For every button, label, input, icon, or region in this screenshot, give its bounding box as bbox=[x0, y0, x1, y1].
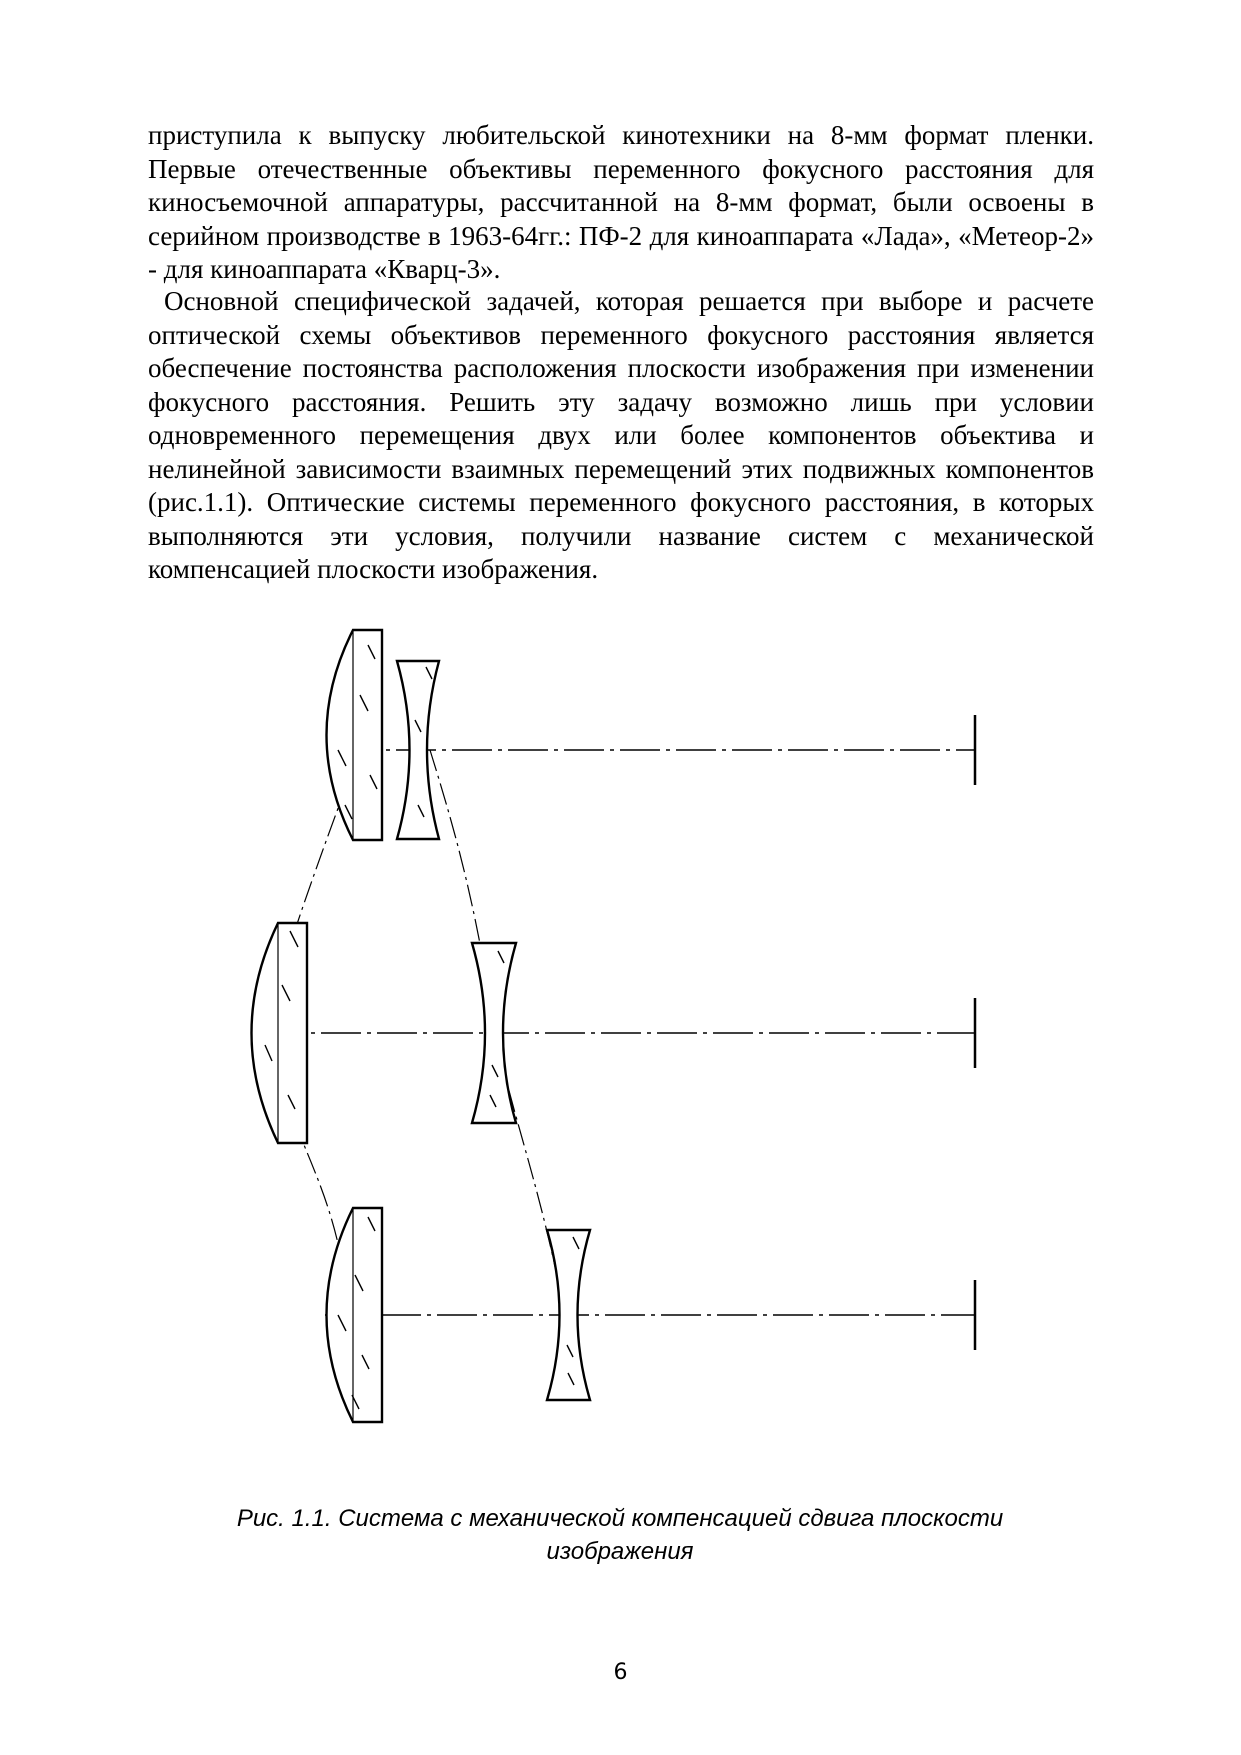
figure-caption bbox=[150, 1502, 1090, 1568]
paragraph-2-text: Основной специфической задачей, которая решается при выборе и расчете оптической схемы объективов переменного фокусного расстояния является обеспечение постоянства расположения плоскости изображения при изменении фокусного расстояния. Решить эту задачу возможно лишь при условии одновременного перемещения двух или более компонентов объектива и нелинейной зависимости взаимных перемещений этих подвижных компонентов (рис.1.1). Оптические системы переменного фокусного расстояния, в которых выполняются эти условия, получили название систем с механической компенсацией плоскости изображения. bbox=[148, 286, 1094, 584]
caption-line-1: Рис. 1.1. Система с механической компенсацией сдвига плоскости bbox=[236, 1505, 1004, 1532]
figure-zoom-lens-diagram bbox=[240, 625, 1000, 1475]
page-number: 6 bbox=[613, 1660, 628, 1685]
positive-lens-bottom bbox=[327, 1208, 383, 1422]
positive-lens-middle bbox=[252, 923, 308, 1143]
body-paragraph-2 bbox=[148, 285, 1094, 587]
optical-scheme-drawing bbox=[240, 625, 1000, 1475]
caption-line-2: изображения bbox=[546, 1538, 694, 1565]
body-paragraph-1 bbox=[148, 119, 1094, 287]
paragraph-1-text: приступила к выпуску любительской кинотехники на 8-мм формат пленки. Первые отечественные объективы переменного фокусного расстояния для киносъемочной аппаратуры, рассчитанной на 8-мм формат, были освоены в серийном производстве в 1963-64гг.: ПФ-2 для киноаппарата «Лада», «Метеор-2» - для киноаппарата «Кварц-3». bbox=[148, 120, 1094, 284]
positive-lens-top bbox=[327, 630, 383, 840]
